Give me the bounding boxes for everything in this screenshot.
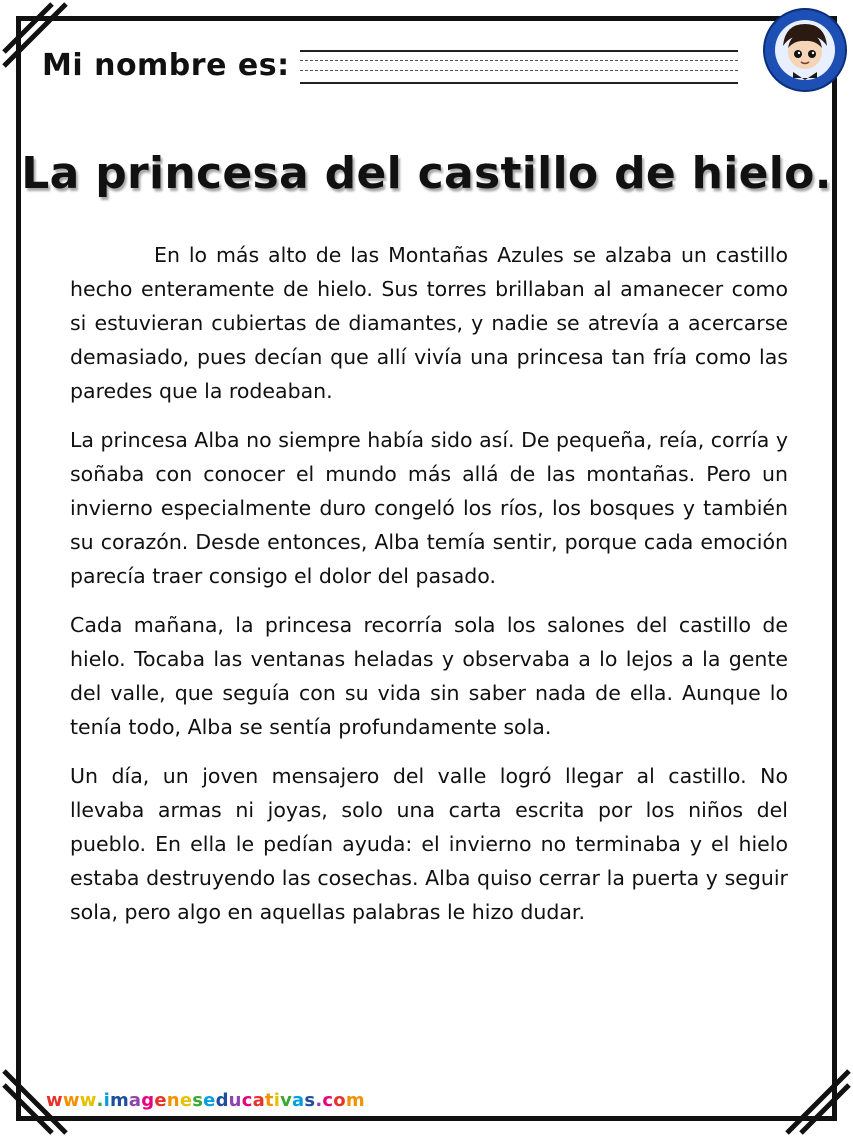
page-title: La princesa del castillo de hielo. (21, 148, 832, 199)
corner-stripes-bottom-right (783, 1067, 853, 1137)
site-logo (763, 8, 847, 92)
student-avatar-icon (765, 10, 845, 90)
footer-website[interactable]: www.imageneseducativas.com (46, 1090, 365, 1111)
paragraph-1: En lo más alto de las Montañas Azules se alzaba un castillo hecho enteramente de hielo. Sus torres brillaban al amanecer como si estuvieran cubiertas de diamantes, y nadie se atrevía a acercarse demasiado, pues decían que allí vivía una princesa tan fría como las paredes que la rodeaban. (70, 243, 788, 403)
paragraph-2: La princesa Alba no siempre había sido así. De pequeña, reía, corría y soñaba con conocer el mundo más allá de las montañas. Pero un invierno especialmente duro congeló los ríos, los bosques y también su corazón. Desde entonces, Alba temía sentir, porque cada emoción parecía traer consigo el dolor del pasado. (70, 428, 788, 588)
name-label: Mi nombre es: (42, 48, 290, 83)
story-text (70, 238, 788, 944)
name-writing-lines[interactable] (300, 46, 738, 86)
paragraph-4: Un día, un joven mensajero del valle logró llegar al castillo. No llevaba armas ni joyas, solo una carta escrita por los niños del pueblo. En ella le pedían ayuda: el invierno no terminaba y el hielo estaba destruyendo las cosechas. Alba quiso cerrar la puerta y seguir sola, pero algo en aquellas palabras le hizo dudar. (70, 764, 788, 924)
paragraph-3: Cada mañana, la princesa recorría sola los salones del castillo de hielo. Tocaba las ventanas heladas y observaba a lo lejos a la gente del valle, que seguía con su vida sin saber nada de ella. Aunque lo tenía todo, Alba se sentía profundamente sola. (70, 613, 788, 739)
